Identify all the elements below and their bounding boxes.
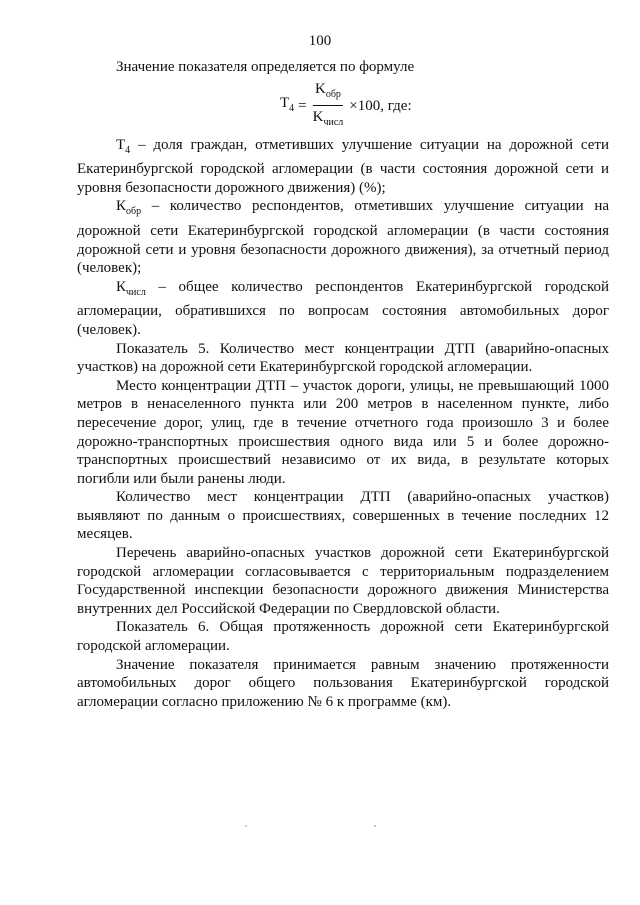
scan-speck xyxy=(245,825,246,826)
definition-t4: $Т_4$ – доля граждан, отметивших улучшение ситуации на дорожной сети Екатеринбургской городской агломерации (в части состояния дорожной сети и уровня безопасности дорожного движения) (%); xyxy=(77,136,609,196)
formula-lhs: $T_4$ xyxy=(280,94,295,114)
paragraph-indicator-6: Показатель 6. Общая протяженность дорожной сети Екатеринбургской городской агломерации. xyxy=(77,619,609,655)
formula-denominator: $K_{числ}$ xyxy=(312,108,344,128)
definition-kchisl: $К_{числ}$ – общее количество респондентов Екатеринбургской городской агломерации, обратившихся по вопросам состояния автомобильных дорог (человек). xyxy=(77,278,609,338)
paragraph-indicator-5: Показатель 5. Количество мест концентрации ДТП (аварийно-опасных участков) на дорожной сети Екатеринбургской городской агломерации. xyxy=(77,340,609,376)
scan-speck xyxy=(374,825,375,826)
definition-kobr: $К_{обр}$ – количество респондентов, отметивших улучшение ситуации на дорожной сети Екатеринбургской городской агломерации (в части состояния дорожной сети и уровня безопасности дорожного движения), за отчетный период (человек); xyxy=(77,198,609,277)
paragraph-dtp-list: Перечень аварийно-опасных участков дорожной сети Екатеринбургской городской агломерации согласовывается с территориальным подразделением Государственной инспекции безопасности дорожного движения Министерства внутренних дел Российской Федерации по Свердловской области. xyxy=(77,545,609,617)
page-number: 100 xyxy=(308,33,332,49)
paragraph-dtp-definition: Место концентрации ДТП – участок дороги, улицы, не превышающий 1000 метров в ненаселенного пункта или 200 метров в населенном пункте, либо пересечение дорог, улиц, где в течение отчетного года произошло 3 и более дорожно-транспортных происшествия одного вида или 5 и более дорожно-транспортных происшествий независимо от их вида, в результате которых погибли или были ранены люди. xyxy=(77,377,609,487)
formula-numerator: $K_{обр}$ xyxy=(313,79,343,106)
formula-fraction xyxy=(311,79,346,134)
formula-intro: Значение показателя определяется по формуле xyxy=(116,59,415,75)
formula-tail: ×100, где: xyxy=(349,97,412,114)
paragraph-dtp-count: Количество мест концентрации ДТП (аварийно-опасных участков) выявляют по данным о происшествиях, совершенных в течение последних 12 месяцев. xyxy=(77,489,609,543)
paragraph-length-value: Значение показателя принимается равным значению протяженности автомобильных дорог общего пользования Екатеринбургской городской агломерации согласно приложению № 6 к программе (км). xyxy=(77,656,609,710)
document-body xyxy=(77,58,609,711)
formula xyxy=(280,79,609,134)
formula-equals: = xyxy=(298,97,307,114)
